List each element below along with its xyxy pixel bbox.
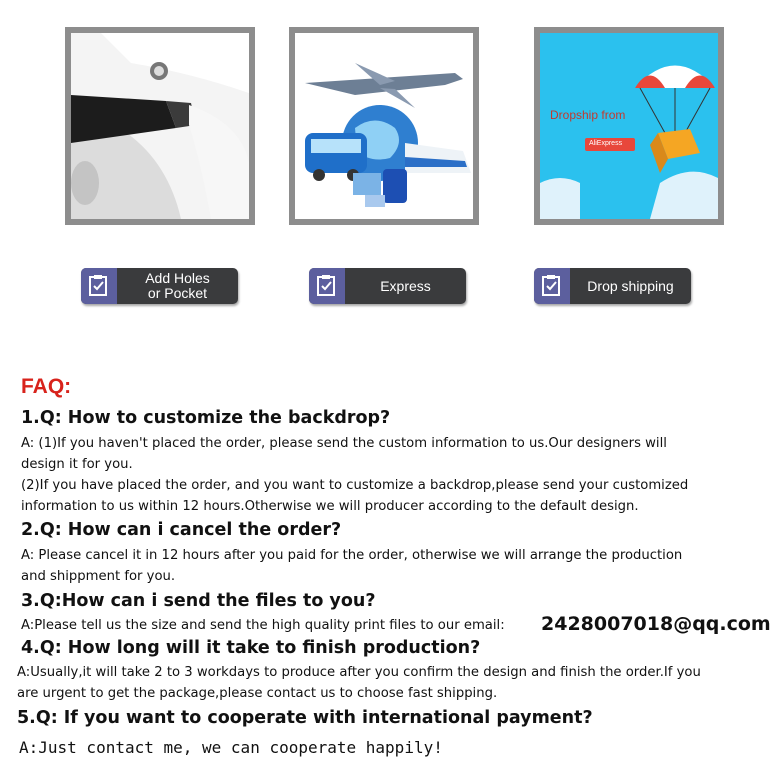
question-5: 5.Q: If you want to cooperate with international payment? [17,708,593,728]
add-holes-pocket-badge [81,268,238,304]
express-image [295,33,473,219]
answer-1-line-3: (2)If you have placed the order, and you want to customize a backdrop,please send your customized [21,478,689,493]
question-1: 1.Q: How to customize the backdrop? [21,408,391,428]
checklist-icon [81,268,117,304]
answer-3: A:Please tell us the size and send the high quality print files to our email: [21,618,505,633]
answer-2-line-1: A: Please cancel it in 12 hours after you paid for the order, otherwise we will arrange the production [21,548,683,563]
question-3: 3.Q:How can i send the files to you? [21,591,376,611]
drop-shipping-badge [534,268,691,304]
express-image-frame [289,27,479,225]
checklist-icon [534,268,570,304]
parachute-box-illustration [540,33,718,219]
dropship-image-frame [534,27,724,225]
badge-label: Drop shipping [587,277,674,294]
holes-pocket-image [71,33,249,219]
answer-4-line-1: A:Usually,it will take 2 to 3 workdays to produce after you confirm the design and finish the order.If you [17,665,701,680]
question-4: 4.Q: How long will it take to finish production? [21,638,481,658]
dropship-from-label: Dropship from [550,108,626,122]
holes-pocket-image-frame [65,27,255,225]
answer-1-line-2: design it for you. [21,457,133,472]
answer-4-line-2: are urgent to get the package,please contact us to choose fast shipping. [17,686,498,701]
express-badge [309,268,466,304]
contact-email: 2428007018@qq.com [541,613,771,635]
badge-label: Express [380,277,431,294]
answer-1-line-4: information to us within 12 hours.Otherwise we will producer according to the default design. [21,499,639,514]
dropship-image [540,33,718,219]
checklist-icon [309,268,345,304]
backdrop-pole-illustration [71,33,249,219]
answer-1-line-1: A: (1)If you haven't placed the order, please send the custom information to us.Our designers will [21,436,667,451]
express-illustration [295,33,473,219]
answer-2-line-2: and shippment for you. [21,569,176,584]
question-2: 2.Q: How can i cancel the order? [21,520,342,540]
badge-label: Add Holes or Pocket [145,270,210,301]
aliexpress-tag: AliExpress [589,140,623,147]
answer-5: A:Just contact me, we can cooperate happily! [19,738,443,757]
faq-title: FAQ: [21,375,72,398]
